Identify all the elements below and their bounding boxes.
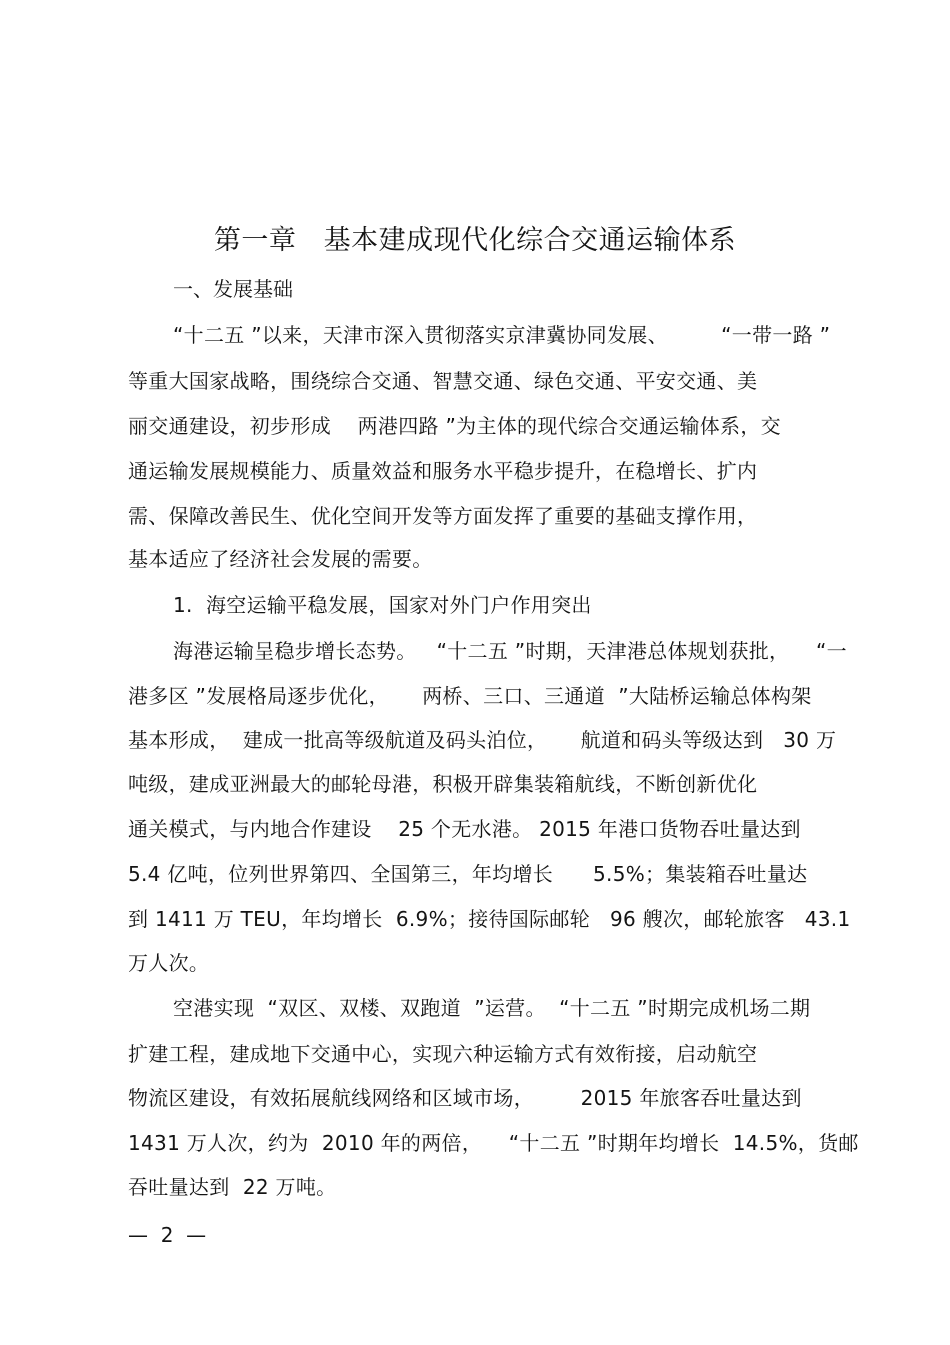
- paragraph-line: 通运输发展规模能力、质量效益和服务水平稳步提升，在稳增长、扩内: [128, 459, 758, 483]
- paragraph-line: 通关模式，与内地合作建设 25 个无水港。 2015 年港口货物吞吐量达到: [128, 817, 801, 841]
- subsection-heading: 1. 海空运输平稳发展，国家对外门户作用突出: [173, 593, 592, 617]
- paragraph-line: 需、保障改善民生、优化空间开发等方面发挥了重要的基础支撑作用，: [128, 504, 758, 528]
- page-number: — 2 —: [128, 1223, 207, 1247]
- paragraph-line: 空港实现 “双区、双楼、双跑道 ”运营。 “十二五 ”时期完成机场二期: [173, 996, 811, 1020]
- paragraph-line: 基本适应了经济社会发展的需要。: [128, 547, 433, 571]
- paragraph-line: 吞吐量达到 22 万吨。: [128, 1175, 337, 1199]
- paragraph-line: “十二五 ”以来，天津市深入贯彻落实京津冀协同发展、 “一带一路 ”: [173, 323, 831, 347]
- paragraph-line: 等重大国家战略，围绕综合交通、智慧交通、绿色交通、平安交通、美: [128, 369, 758, 393]
- paragraph-line: 1431 万人次，约为 2010 年的两倍， “十二五 ”时期年均增长 14.5%，货邮: [128, 1131, 859, 1155]
- paragraph-line: 吨级，建成亚洲最大的邮轮母港，积极开辟集装箱航线，不断创新优化: [128, 772, 758, 796]
- paragraph-line: 基本形成， 建成一批高等级航道及码头泊位， 航道和码头等级达到 30 万: [128, 728, 837, 752]
- paragraph-line: 物流区建设，有效拓展航线网络和区域市场， 2015 年旅客吞吐量达到: [128, 1086, 802, 1110]
- paragraph-line: 丽交通建设，初步形成 两港四路 ”为主体的现代综合交通运输体系，交: [128, 414, 781, 438]
- paragraph-line: 万人次。: [128, 951, 210, 975]
- paragraph-line: 到 1411 万 TEU，年均增长 6.9%；接待国际邮轮 96 艘次，邮轮旅客 43.1: [128, 907, 851, 931]
- paragraph-line: 海港运输呈稳步增长态势。 “十二五 ”时期，天津港总体规划获批， “一: [173, 639, 847, 663]
- chapter-title: 第一章 基本建成现代化综合交通运输体系: [213, 225, 737, 256]
- paragraph-line: 5.4 亿吨，位列世界第四、全国第三，年均增长 5.5%；集装箱吞吐量达: [128, 862, 808, 886]
- paragraph-line: 港多区 ”发展格局逐步优化， 两桥、三口、三通道 ”大陆桥运输总体构架: [128, 684, 812, 708]
- paragraph-line: 扩建工程，建成地下交通中心，实现六种运输方式有效衔接，启动航空: [128, 1042, 758, 1066]
- section-heading: 一、发展基础: [173, 277, 293, 301]
